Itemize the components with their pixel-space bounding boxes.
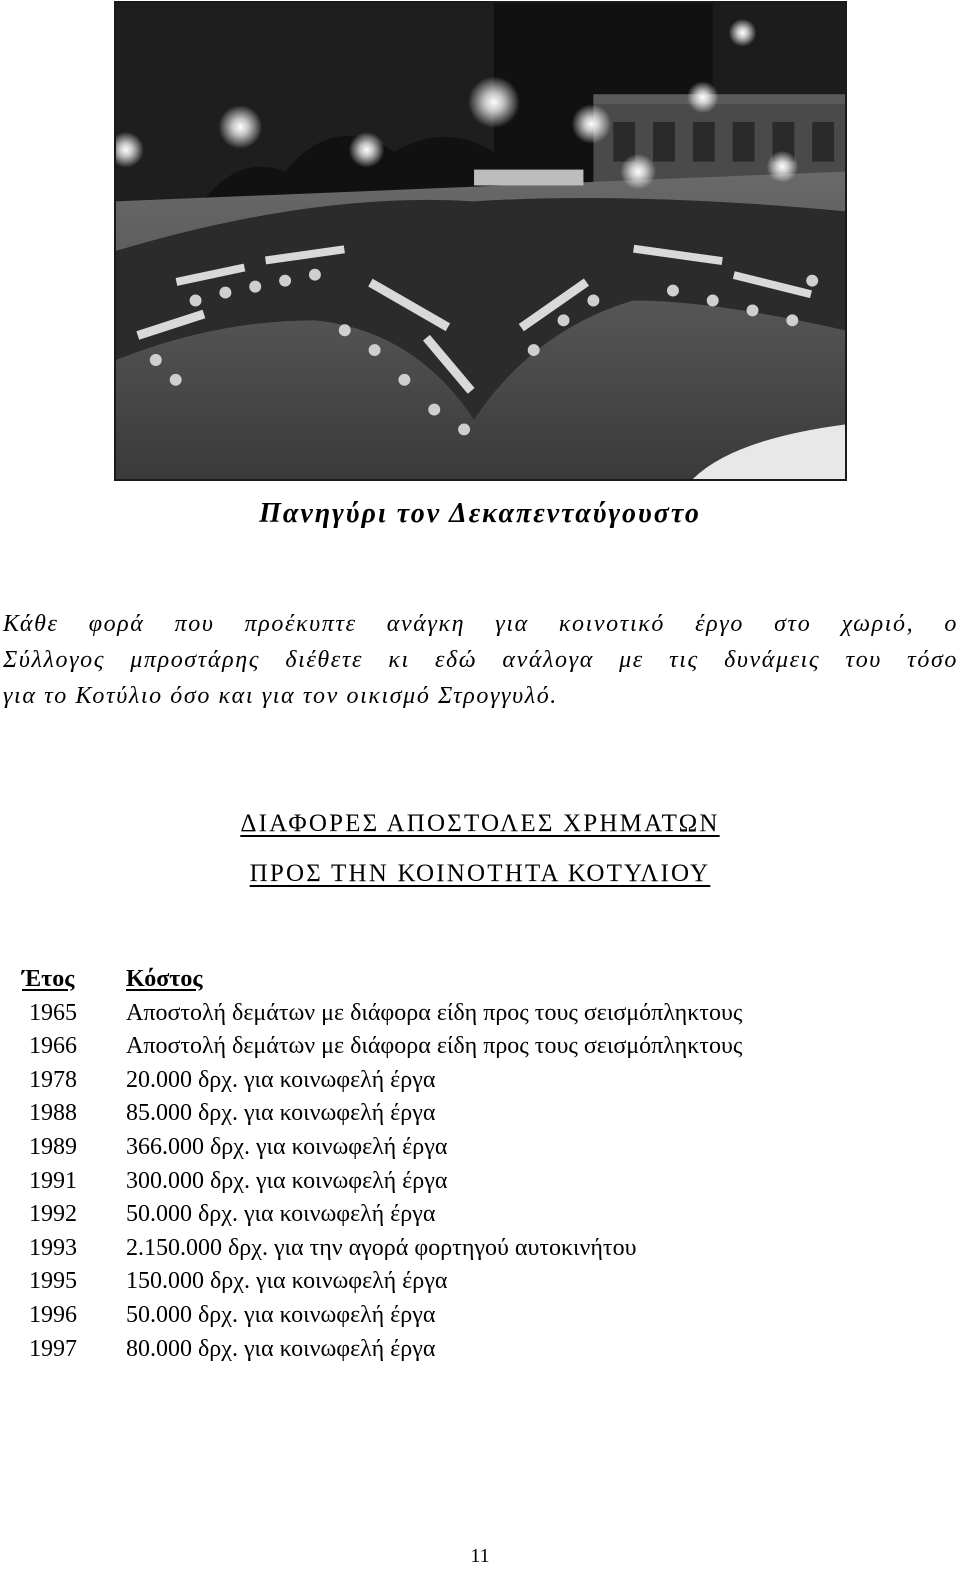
night-festival-photo [116, 3, 845, 479]
row-year: 1995 [29, 1268, 77, 1295]
section-heading-line-1 [0, 810, 960, 838]
photo-caption: Πανηγύρι τον Δεκαπενταύγουστο [259, 498, 701, 529]
row-year: 1988 [29, 1100, 77, 1127]
intro-line: για το Κοτύλιο όσο και για τον οικισμό Στρογγυλό. [3, 683, 558, 709]
row-description: Αποστολή δεμάτων με διάφορα είδη προς τους σεισμόπληκτους [126, 1033, 743, 1060]
table-row [22, 1299, 922, 1333]
intro-paragraph [3, 606, 958, 714]
row-year: 1992 [29, 1201, 77, 1228]
intro-line: Σύλλογος μπροστάρης διέθετε κι εδώ ανάλογα με τις δυνάμεις του τόσο [3, 647, 958, 673]
table-row [22, 997, 922, 1031]
cost-column-header: Κόστος [126, 966, 203, 992]
row-year: 1993 [29, 1234, 77, 1261]
table-row [22, 1333, 922, 1367]
row-description: 20.000 δρχ. για κοινωφελή έργα [126, 1066, 436, 1093]
table-row [22, 1232, 922, 1266]
heading-text: ΠΡΟΣ ΤΗΝ ΚΟΙΝΟΤΗΤΑ ΚΟΤΥΛΙΟΥ [249, 860, 711, 887]
row-year: 1997 [29, 1335, 77, 1362]
table-row [22, 1030, 922, 1064]
table-row [22, 1131, 922, 1165]
row-year: 1996 [29, 1301, 77, 1328]
section-heading-line-2 [0, 860, 960, 888]
intro-line: Κάθε φορά που προέκυπτε ανάγκη για κοινοτικό έργο στο χωριό, ο [3, 611, 958, 637]
page-number: 11 [470, 1545, 490, 1567]
row-description: 50.000 δρχ. για κοινωφελή έργα [126, 1201, 436, 1228]
row-year: 1965 [29, 999, 77, 1026]
heading-text: ΔΙΑΦΟΡΕΣ ΑΠΟΣΤΟΛΕΣ ΧΡΗΜΑΤΩΝ [240, 810, 720, 837]
table-row [22, 1165, 922, 1199]
festival-photo [114, 1, 847, 481]
year-column-header: Έτος [22, 966, 75, 992]
table-row [22, 1265, 922, 1299]
donations-table [22, 963, 922, 1366]
table-row [22, 1198, 922, 1232]
row-year: 1966 [29, 1033, 77, 1060]
row-description: 50.000 δρχ. για κοινωφελή έργα [126, 1301, 436, 1328]
row-description: 80.000 δρχ. για κοινωφελή έργα [126, 1335, 436, 1362]
row-year: 1991 [29, 1167, 77, 1194]
row-description: Αποστολή δεμάτων με διάφορα είδη προς τους σεισμόπληκτους [126, 999, 743, 1026]
row-description: 85.000 δρχ. για κοινωφελή έργα [126, 1100, 436, 1127]
row-description: 150.000 δρχ. για κοινωφελή έργα [126, 1268, 448, 1295]
row-year: 1989 [29, 1133, 77, 1160]
row-description: 300.000 δρχ. για κοινωφελή έργα [126, 1167, 448, 1194]
table-row [22, 1097, 922, 1131]
row-year: 1978 [29, 1066, 77, 1093]
row-description: 366.000 δρχ. για κοινωφελή έργα [126, 1133, 448, 1160]
table-header-row [22, 963, 922, 997]
row-description: 2.150.000 δρχ. για την αγορά φορτηγού αυτοκινήτου [126, 1234, 637, 1261]
table-row [22, 1064, 922, 1098]
